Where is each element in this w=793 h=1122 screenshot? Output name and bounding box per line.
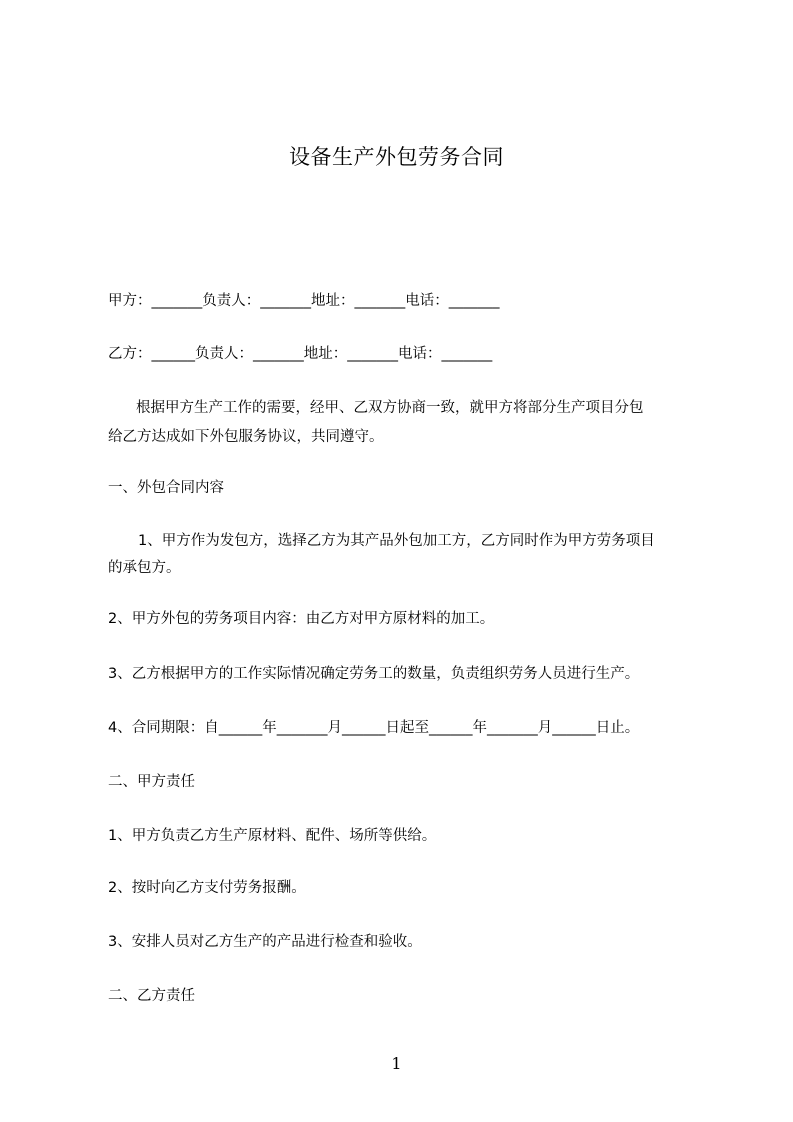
- party-a-line: 甲方：_______负责人：_______地址：_______电话：_______: [108, 293, 500, 309]
- section-2-heading: 二、甲方责任: [108, 774, 195, 790]
- document-title: 设备生产外包劳务合同: [289, 145, 504, 169]
- section-1-item-2: 2、甲方外包的劳务项目内容：由乙方对甲方原材料的加工。: [108, 611, 495, 627]
- section-1-heading: 一、外包合同内容: [108, 480, 224, 496]
- section-1-item-1-line-1: 1、甲方作为发包方，选择乙方为其产品外包加工方，乙方同时作为甲方劳务项目: [138, 533, 655, 549]
- section-2-item-3: 3、安排人员对乙方生产的产品进行检查和验收。: [108, 934, 422, 950]
- section-2-item-1: 1、甲方负责乙方生产原材料、配件、场所等供给。: [108, 828, 437, 844]
- page-number: 1: [391, 1054, 402, 1073]
- section-2-item-2: 2、按时向乙方支付劳务报酬。: [108, 880, 306, 896]
- section-1-item-3: 3、乙方根据甲方的工作实际情况确定劳务工的数量，负责组织劳务人员进行生产。: [108, 666, 640, 682]
- section-1-item-1-line-2: 的承包方。: [108, 560, 181, 576]
- section-3-heading: 二、乙方责任: [108, 988, 195, 1004]
- intro-line-2: 给乙方达成如下外包服务协议，共同遵守。: [108, 429, 384, 445]
- party-b-line: 乙方：______负责人：_______地址：_______电话：_______: [108, 346, 493, 362]
- section-1-item-4: 4、合同期限：自______年_______月______日起至______年_______月______日止。: [108, 720, 640, 736]
- intro-line-1: 根据甲方生产工作的需要，经甲、乙双方协商一致，就甲方将部分生产项目分包: [136, 400, 644, 416]
